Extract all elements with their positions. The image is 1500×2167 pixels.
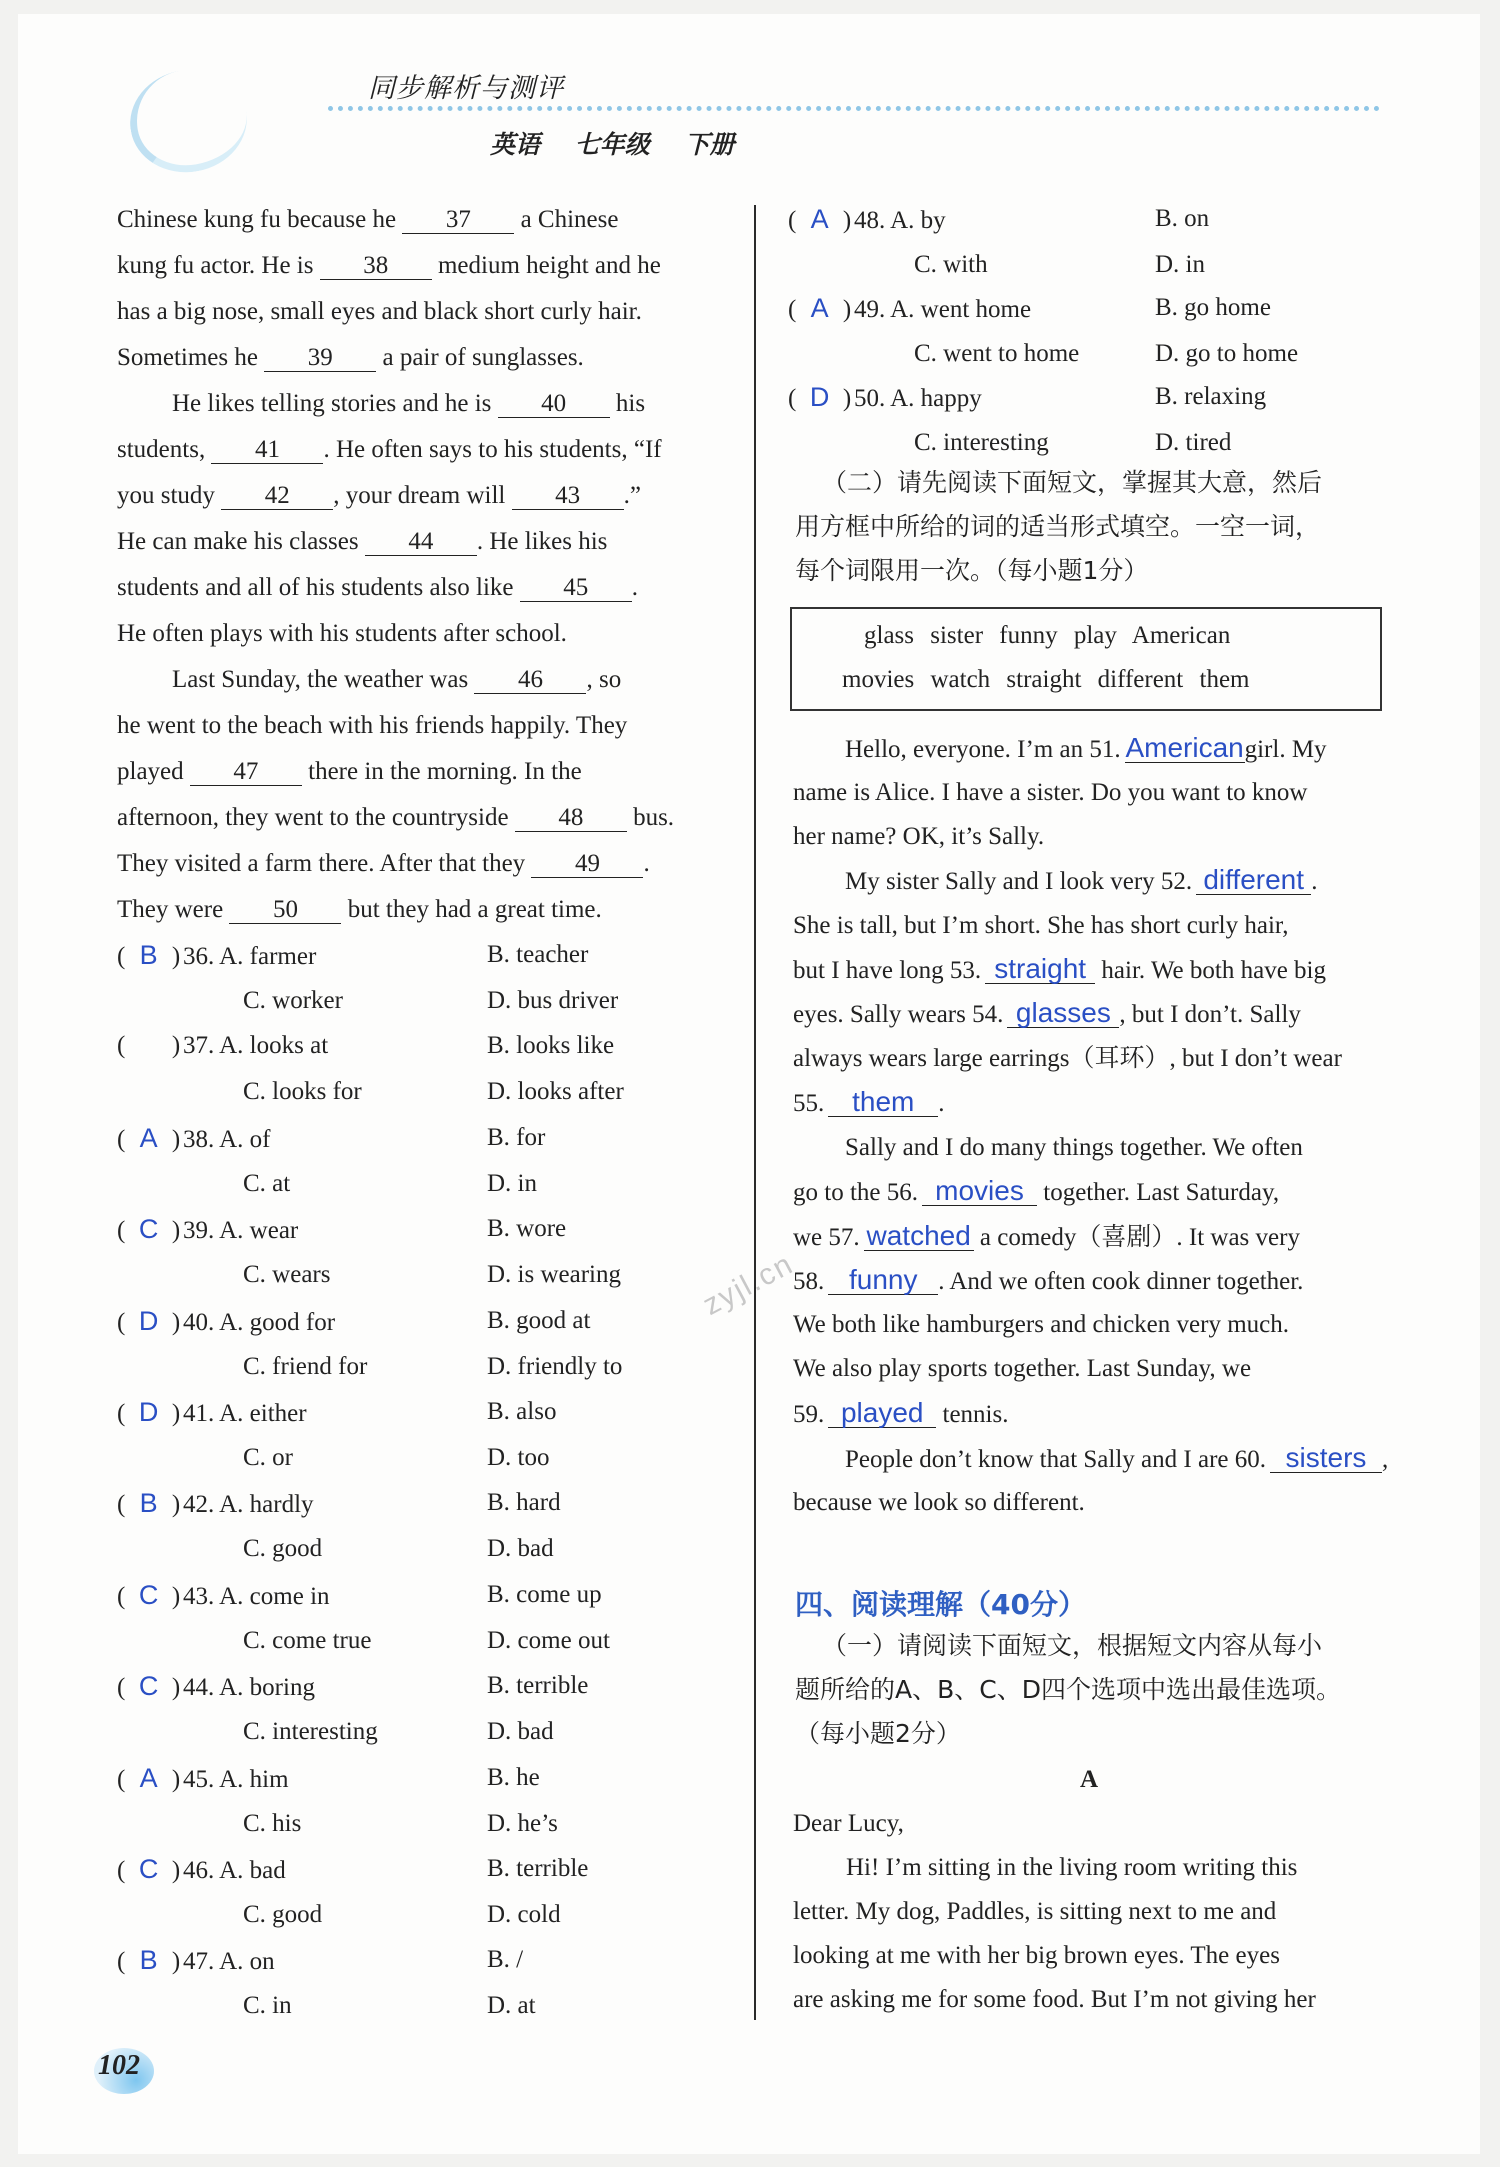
blank-number: 44 (365, 529, 477, 556)
answer-bracket: ( D ) (117, 1397, 181, 1427)
option-a: A. farmer (219, 943, 317, 970)
option-a: A. happy (890, 385, 982, 412)
answer-bracket: ( C ) (117, 1579, 181, 1610)
answer-letter: C (138, 1854, 159, 1884)
header-subject: 英语 (490, 130, 541, 159)
passage2-text: because we look so different. (793, 1489, 1085, 1516)
passage-text: there in the morning. In the (301, 758, 582, 785)
blank-number: 49 (531, 851, 643, 878)
option-d: D. he’s (487, 1809, 558, 1837)
page-number: 102 (98, 2050, 140, 2081)
option-a: A. on (219, 1948, 275, 1976)
passage-text: afternoon, they went to the countryside (117, 804, 515, 831)
option-b: B. wore (487, 1215, 567, 1243)
question-row (117, 1854, 286, 1886)
passage-text: . (631, 574, 638, 601)
fill-answer: American (1125, 732, 1244, 763)
passage-text: has a big nose, small eyes and black short curly hair. (117, 298, 642, 325)
question-number: 36. (183, 943, 215, 970)
passage-line (117, 573, 638, 603)
answer-letter: C (138, 1671, 159, 1702)
passage-text: They were (117, 896, 230, 923)
passage-text: Last Sunday, the weather was (172, 666, 475, 693)
option-b: B. come up (487, 1580, 602, 1608)
passage2-text: People don’t know that Sally and I are 60. (845, 1446, 1266, 1473)
passage-text: his (609, 390, 646, 417)
option-b: B. teacher (487, 941, 589, 968)
passage-line (117, 435, 662, 465)
passage2-line (793, 1399, 1008, 1430)
question-row (117, 1945, 275, 1977)
option-c: C. with (914, 251, 988, 278)
passage2-text: her name? OK, it’s Sally. (793, 823, 1045, 850)
option-d: D. looks after (487, 1078, 624, 1106)
passage-text: a Chinese (514, 206, 619, 233)
passage2-line (845, 866, 1317, 897)
question-number: 43. (183, 1582, 215, 1610)
header-volume: 下册 (684, 130, 735, 159)
option-b: B. on (1155, 205, 1210, 232)
passage2-line (793, 999, 1301, 1030)
option-b: B. hard (487, 1489, 561, 1517)
option-c: C. good (243, 1901, 323, 1928)
passage2-line (845, 1133, 1303, 1163)
passage2-line (793, 1222, 1300, 1253)
option-b: B. good at (487, 1306, 591, 1334)
option-a: A. bad (219, 1857, 286, 1884)
passage2-text: , (1381, 1446, 1389, 1473)
passage2-line (793, 822, 1044, 852)
question-row (117, 1580, 330, 1612)
option-b: B. terrible (487, 1672, 589, 1700)
passage-text: you study (117, 482, 222, 509)
option-c: C. interesting (243, 1718, 378, 1746)
option-a: A. of (219, 1125, 271, 1153)
passage2-text: tennis. (936, 1401, 1009, 1428)
answer-letter: B (139, 1945, 158, 1976)
answer-bracket: ( D ) (788, 382, 852, 412)
option-c: C. good (243, 1535, 323, 1563)
answer-bracket: ( ) (117, 1032, 181, 1060)
option-d: D. bus driver (487, 987, 619, 1014)
question-number: 48. (854, 207, 886, 234)
instruction-line: 题所给的A、B、C、D四个选项中选出最佳选项。 (795, 1675, 1341, 1704)
instruction-line: （二）请先阅读下面短文，掌握其大意，然后 (822, 468, 1323, 497)
option-c: C. in (243, 1992, 292, 2020)
answer-bracket: ( A ) (788, 204, 852, 234)
passage2-text: Hello, everyone. I’m an 51. (845, 736, 1121, 763)
passage2-line (793, 955, 1326, 986)
passage-text: He can make his classes (117, 528, 365, 555)
option-c: C. friend for (243, 1352, 368, 1380)
answer-bracket: ( D ) (117, 1305, 181, 1336)
question-number: 38. (183, 1125, 215, 1153)
option-d: D. come out (487, 1626, 610, 1654)
passage-text: a pair of sunglasses. (376, 344, 584, 371)
blank-number: 46 (474, 667, 586, 694)
passage2-text: go to the 56. (793, 1179, 918, 1206)
blank-number: 38 (320, 253, 432, 280)
passage-text: kung fu actor. He is (117, 252, 320, 279)
answer-letter: A (139, 1122, 158, 1153)
passage-line (117, 527, 607, 557)
option-b: B. for (487, 1123, 546, 1151)
passage-line (117, 205, 618, 235)
answer-bracket: ( B ) (117, 1488, 181, 1519)
passage2-line (793, 778, 1307, 808)
passage2-text: We both like hamburgers and chicken very much. (793, 1311, 1289, 1338)
passage-line (117, 849, 650, 879)
passage2-text: 59. (793, 1401, 825, 1428)
passage2-text: , but I don’t. Sally (1119, 1001, 1301, 1028)
question-number: 45. (183, 1765, 215, 1793)
option-c: C. looks for (243, 1078, 362, 1106)
blank-number: 45 (520, 575, 632, 602)
blank-number: 50 (229, 897, 341, 924)
blank-number: 39 (264, 345, 376, 372)
passage-text: . (643, 850, 650, 877)
answer-bracket: ( A ) (788, 293, 852, 323)
fill-answer: movies (922, 1177, 1037, 1206)
option-b: B. also (487, 1398, 557, 1425)
passage2-text: 55. (793, 1090, 825, 1117)
answer-letter: D (809, 382, 830, 412)
section-title-reading: 四、阅读理解（40分） (795, 1588, 1086, 1621)
option-d: D. in (487, 1169, 537, 1197)
instruction-line: 每个词限用一次。（每小题1分） (795, 556, 1149, 585)
passage-text: students, (117, 436, 212, 463)
header-grade: 七年级 (574, 130, 650, 159)
option-b: B. / (487, 1946, 524, 1974)
watermark: zyjl.cn (697, 1247, 800, 1322)
passage-text: played (117, 758, 190, 785)
option-a: A. by (890, 207, 946, 234)
header-subtitle (490, 125, 734, 161)
letter-line: are asking me for some food. But I’m not giving her (793, 1986, 1316, 2013)
passage-text: , so (586, 666, 622, 693)
passage-text: bus. (626, 804, 675, 831)
question-row (788, 204, 946, 236)
passage2-text: always wears large earrings（耳环）, but I don’t wear (793, 1045, 1342, 1072)
option-a: A. wear (219, 1217, 299, 1245)
passage2-text: We also play sports together. Last Sunday, we (793, 1355, 1252, 1382)
question-row (117, 1306, 335, 1338)
question-number: 42. (183, 1491, 215, 1519)
column-divider (754, 205, 756, 2020)
passage2-text: a comedy（喜剧）. It was very (973, 1224, 1300, 1251)
passage-text: he went to the beach with his friends happily. They (117, 712, 628, 739)
passage2-text: girl. My (1244, 736, 1327, 763)
passage-text: . He often says to his students, “If (323, 436, 662, 463)
question-number: 50. (854, 385, 886, 412)
fill-answer: sisters (1270, 1444, 1382, 1473)
passage2-line (845, 1444, 1388, 1475)
passage2-text: but I have long 53. (793, 957, 982, 984)
instruction-line: （一）请阅读下面短文，根据短文内容从每小 (822, 1631, 1323, 1660)
option-a: A. either (219, 1400, 307, 1427)
fill-answer: straight (985, 955, 1095, 984)
question-number: 44. (183, 1674, 215, 1702)
answer-letter: B (139, 1488, 158, 1519)
blank-number: 48 (515, 805, 627, 832)
option-c: C. at (243, 1169, 291, 1197)
passage-line (117, 619, 567, 649)
passage2-line (793, 1354, 1251, 1384)
answer-letter: A (810, 204, 829, 234)
passage2-text: together. Last Saturday, (1037, 1179, 1280, 1206)
blank-number: 40 (498, 391, 610, 418)
option-a: A. went home (890, 296, 1032, 323)
option-c: C. or (243, 1444, 293, 1471)
header-dotted-rule (328, 106, 1380, 111)
passage2-line (793, 1310, 1289, 1340)
passage-text: medium height and he (431, 252, 661, 279)
passage-text: but they had a great time. (341, 896, 602, 923)
option-a: A. come in (219, 1582, 330, 1610)
option-a: A. boring (219, 1674, 315, 1702)
passage2-text: Sally and I do many things together. We often (845, 1134, 1303, 1161)
passage-line (172, 389, 645, 419)
option-b: B. go home (1155, 294, 1271, 321)
answer-bracket: ( B ) (117, 940, 181, 970)
fill-answer: different (1196, 866, 1311, 895)
passage2-text: . (938, 1090, 945, 1117)
option-d: D. in (1155, 251, 1205, 278)
passage2-text: name is Alice. I have a sister. Do you want to know (793, 779, 1308, 806)
passage-text: Sometimes he (117, 344, 265, 371)
passage2-text: eyes. Sally wears 54. (793, 1001, 1004, 1028)
option-a: A. looks at (219, 1032, 329, 1060)
passage-text: .” (623, 482, 641, 509)
passage2-text: She is tall, but I’m short. She has short curly hair, (793, 912, 1289, 939)
passage-line (172, 665, 621, 695)
passage-line (117, 297, 642, 327)
question-number: 40. (183, 1308, 215, 1336)
option-d: D. too (487, 1444, 550, 1471)
passage2-line (793, 1488, 1085, 1518)
passage-line (117, 711, 627, 741)
answer-bracket: ( A ) (117, 1762, 181, 1793)
option-a: A. good for (219, 1308, 336, 1336)
passage2-line (793, 1177, 1279, 1208)
page (18, 14, 1480, 2154)
answer-letter: C (138, 1214, 159, 1245)
passage2-text: 58. (793, 1268, 825, 1295)
question-row (117, 1031, 328, 1061)
answer-bracket: ( A ) (117, 1122, 181, 1153)
passage-text: , your dream will (333, 482, 512, 509)
fill-answer: played (828, 1399, 936, 1428)
letter-line: Dear Lucy, (793, 1810, 904, 1837)
passage2-text: . And we often cook dinner together. (938, 1268, 1304, 1295)
fill-answer: glasses (1007, 999, 1119, 1028)
passage-line (117, 251, 661, 281)
answer-letter: D (138, 1305, 159, 1336)
answer-letter: D (138, 1397, 159, 1427)
answer-bracket: ( C ) (117, 1854, 181, 1884)
question-number: 39. (183, 1217, 215, 1245)
option-d: D. at (487, 1992, 536, 2020)
letter-line: Hi! I’m sitting in the living room writing this (846, 1854, 1298, 1881)
option-d: D. bad (487, 1718, 554, 1746)
passage2-line (793, 911, 1288, 941)
passage2-line (793, 1044, 1342, 1074)
option-a: A. hardly (219, 1491, 314, 1519)
option-c: C. come true (243, 1626, 372, 1654)
option-c: C. went to home (914, 340, 1080, 367)
passage2-line (845, 734, 1327, 765)
option-d: D. go to home (1155, 340, 1299, 367)
answer-bracket: ( C ) (117, 1671, 181, 1702)
answer-letter: B (139, 940, 158, 970)
passage-line (117, 343, 584, 373)
answer-bracket: ( C ) (117, 1214, 181, 1245)
passage-text: He likes telling stories and he is (172, 390, 498, 417)
passage-text: He often plays with his students after school. (117, 620, 567, 647)
passage-line (117, 757, 582, 787)
question-row (117, 1123, 271, 1155)
passage2-text: hair. We both have big (1095, 957, 1326, 984)
passage-line (117, 481, 641, 511)
option-b: B. looks like (487, 1032, 615, 1060)
blank-number: 42 (221, 483, 333, 510)
fill-answer: funny (828, 1266, 938, 1295)
passage2-line (793, 1266, 1303, 1297)
option-d: D. tired (1155, 429, 1232, 456)
question-number: 49. (854, 296, 886, 323)
instruction-line: 用方框中所给的词的适当形式填空。一空一词， (795, 512, 1321, 541)
answer-letter: A (810, 293, 829, 323)
option-d: D. bad (487, 1535, 554, 1563)
letter-line: letter. My dog, Paddles, is sitting next to me and (793, 1898, 1277, 1925)
passage-text: Chinese kung fu because he (117, 206, 403, 233)
fill-answer: watched (864, 1222, 974, 1251)
header-series-title: 同步解析与测评 (368, 73, 564, 104)
blank-number: 43 (512, 483, 624, 510)
blank-number: 41 (211, 437, 323, 464)
letter-heading: A (1080, 1766, 1099, 1793)
blank-number: 37 (402, 207, 514, 234)
option-d: D. cold (487, 1901, 561, 1928)
option-a: A. him (219, 1765, 289, 1793)
question-row (788, 382, 982, 414)
letter-line: looking at me with her big brown eyes. The eyes (793, 1942, 1280, 1969)
question-row (117, 1671, 315, 1703)
option-c: C. wears (243, 1261, 331, 1289)
option-c: C. his (243, 1809, 302, 1837)
passage2-line (793, 1088, 945, 1119)
question-number: 46. (183, 1857, 215, 1884)
question-row (117, 1763, 289, 1795)
word-box-line-2: movies watch straight different them (842, 666, 1250, 693)
passage-line (117, 895, 602, 925)
option-c: C. interesting (914, 429, 1049, 456)
question-row (117, 1488, 314, 1520)
answer-letter: C (138, 1579, 159, 1610)
instruction-line: （每小题2分） (795, 1719, 961, 1748)
passage-text: . He likes his (476, 528, 608, 555)
question-number: 47. (183, 1948, 215, 1976)
option-d: D. friendly to (487, 1352, 623, 1380)
fill-answer: them (828, 1088, 938, 1117)
passage-text: students and all of his students also like (117, 574, 520, 601)
option-b: B. relaxing (1155, 383, 1267, 410)
word-box (790, 607, 1382, 711)
passage-line (117, 803, 674, 833)
passage2-text: . (1311, 868, 1318, 895)
word-box-line-1: glass sister funny play American (864, 622, 1231, 649)
question-row (117, 1214, 298, 1246)
passage2-text: My sister Sally and I look very 52. (845, 868, 1193, 895)
passage2-text: we 57. (793, 1224, 860, 1251)
answer-letter: A (139, 1762, 158, 1793)
option-c: C. worker (243, 987, 343, 1014)
question-row (117, 1397, 307, 1429)
passage-text: They visited a farm there. After that they (117, 850, 532, 877)
option-b: B. he (487, 1763, 540, 1791)
blank-number: 47 (190, 759, 302, 786)
option-b: B. terrible (487, 1855, 589, 1882)
answer-bracket: ( B ) (117, 1945, 181, 1976)
option-d: D. is wearing (487, 1261, 621, 1289)
question-row (117, 940, 316, 972)
question-number: 37. (183, 1032, 215, 1060)
question-row (788, 293, 1031, 325)
question-number: 41. (183, 1400, 215, 1427)
